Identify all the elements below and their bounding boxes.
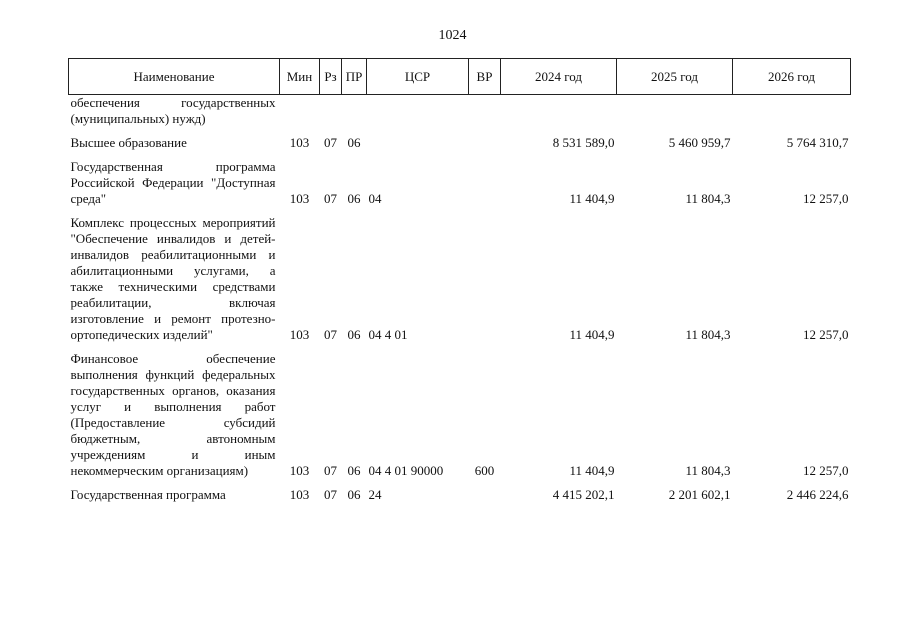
row-2026: 12 257,0 — [803, 463, 849, 478]
row-vr — [469, 95, 501, 128]
row-min: 103 — [289, 487, 310, 502]
row-pr: 06 — [347, 487, 361, 502]
row-csr — [367, 95, 469, 128]
row-2026: 5 764 310,7 — [786, 135, 849, 150]
row-csr: 24 — [368, 487, 382, 502]
header-rz: Рз — [320, 59, 342, 95]
header-pr: ПР — [342, 59, 367, 95]
row-2026 — [733, 95, 851, 128]
header-vr: ВР — [469, 59, 501, 95]
row-2025 — [617, 95, 733, 128]
table-row — [69, 351, 851, 479]
row-rz: 07 — [324, 135, 337, 150]
row-csr — [367, 135, 469, 151]
header-name: Наименование — [69, 59, 280, 95]
row-rz: 07 — [324, 463, 337, 478]
table-row — [69, 215, 851, 343]
row-vr — [469, 159, 501, 207]
budget-table — [68, 58, 851, 503]
row-name: Высшее образование — [70, 135, 187, 150]
row-2024: 8 531 589,0 — [552, 135, 615, 150]
row-name: Государственная программа — [70, 487, 226, 502]
header-2026: 2026 год — [733, 59, 851, 95]
row-2025: 2 201 602,1 — [668, 487, 731, 502]
table-row — [69, 135, 851, 151]
row-min: 103 — [289, 135, 310, 150]
row-2026: 12 257,0 — [803, 191, 849, 206]
row-2024 — [501, 95, 617, 128]
row-vr — [469, 487, 501, 503]
row-name: Государственная программа Российской Федерации "Доступная среда" — [70, 159, 276, 206]
row-csr: 04 4 01 90000 — [368, 463, 444, 478]
row-min: 103 — [289, 327, 310, 342]
row-vr: 600 — [474, 463, 495, 478]
row-2026: 2 446 224,6 — [786, 487, 849, 502]
row-csr: 04 — [368, 191, 382, 206]
header-min: Мин — [280, 59, 320, 95]
page-number: 1024 — [438, 28, 467, 43]
row-name: Финансовое обеспечение выполнения функций федеральных государственных органов, оказания услуг и выполнения работ (Предоставление субсидий бюджетным, автономным учреждениям и иным некоммерческим организациям) — [70, 351, 276, 478]
row-pr — [342, 95, 367, 128]
row-min: 103 — [289, 191, 310, 206]
row-pr: 06 — [347, 327, 361, 342]
row-pr: 06 — [347, 135, 361, 150]
row-name: обеспечения государственных (муниципальных) нужд) — [70, 95, 276, 126]
row-rz — [320, 95, 342, 128]
row-rz: 07 — [324, 487, 337, 502]
row-csr: 04 4 01 — [368, 327, 408, 342]
table-row — [69, 159, 851, 207]
row-2024: 11 404,9 — [569, 327, 615, 342]
row-2024: 11 404,9 — [569, 463, 615, 478]
row-2024: 4 415 202,1 — [552, 487, 615, 502]
row-vr — [469, 135, 501, 151]
row-2025: 11 804,3 — [685, 327, 731, 342]
row-2026: 12 257,0 — [803, 327, 849, 342]
row-2025: 11 804,3 — [685, 191, 731, 206]
row-2025: 5 460 959,7 — [668, 135, 731, 150]
row-min: 103 — [289, 463, 310, 478]
row-vr — [469, 215, 501, 343]
table-row — [69, 487, 851, 503]
row-rz: 07 — [324, 191, 337, 206]
row-2025: 11 804,3 — [685, 463, 731, 478]
row-min — [280, 95, 320, 128]
row-name: Комплекс процессных мероприятий "Обеспечение инвалидов и детей-инвалидов реабилитационными и абилитационными услугами, а также техническими средствами реабилитации, включая изготовление и ремонт протезно-ортопедических изделий" — [70, 215, 276, 342]
row-2024: 11 404,9 — [569, 191, 615, 206]
row-pr: 06 — [347, 191, 361, 206]
header-2025: 2025 год — [617, 59, 733, 95]
header-2024: 2024 год — [501, 59, 617, 95]
header-csr: ЦСР — [367, 59, 469, 95]
row-rz: 07 — [324, 327, 337, 342]
table-row — [69, 95, 851, 128]
table-header-row — [69, 59, 851, 95]
row-pr: 06 — [347, 463, 361, 478]
